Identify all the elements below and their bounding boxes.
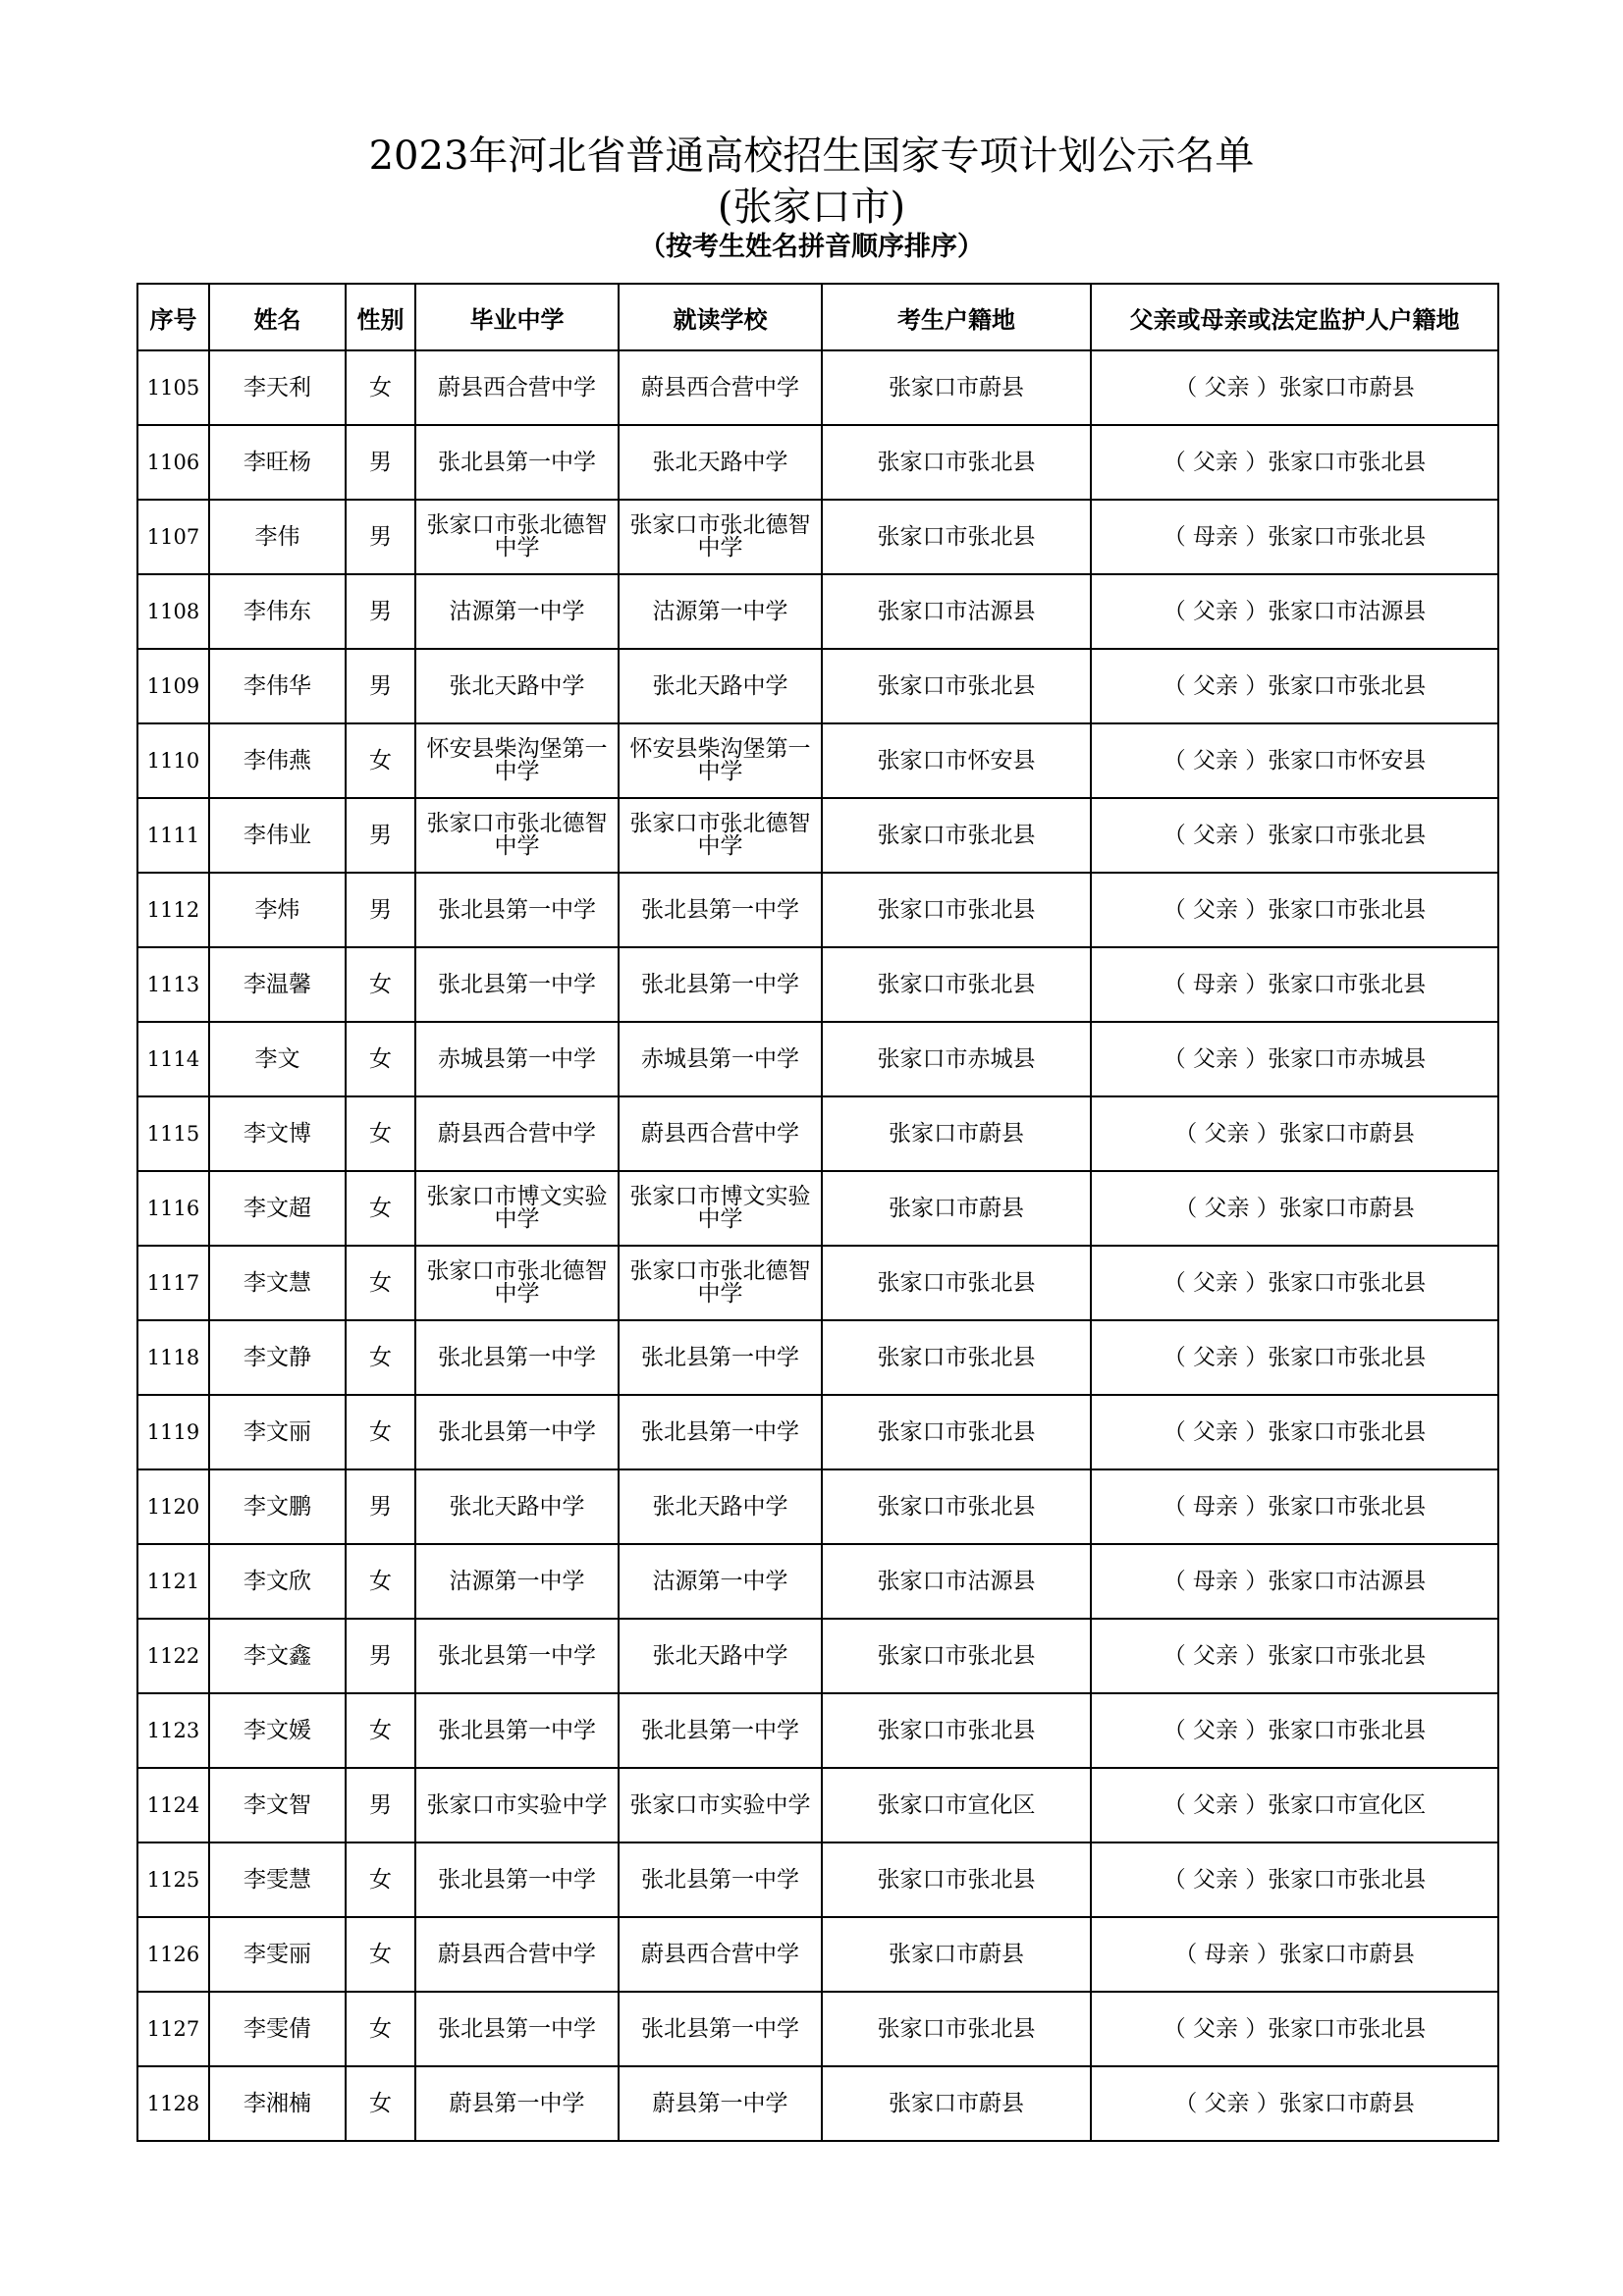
cell-index: 1111 [137, 798, 209, 873]
sort-note: （按考生姓名拼音顺序排序） [639, 232, 984, 262]
cell-guardian-registration: （ 父亲 ）张家口市蔚县 [1091, 2066, 1498, 2141]
cell-index: 1120 [137, 1469, 209, 1544]
cell-guardian-registration: （ 父亲 ）张家口市怀安县 [1091, 723, 1498, 798]
cell-index: 1128 [137, 2066, 209, 2141]
cell-current-school: 张家口市张北德智中学 [619, 1246, 822, 1320]
table-row [137, 798, 1498, 873]
header-name: 姓名 [209, 284, 346, 350]
cell-current-school: 张北天路中学 [619, 649, 822, 723]
table-row [137, 1917, 1498, 1992]
cell-gender: 女 [346, 1171, 415, 1246]
header-current-school: 就读学校 [619, 284, 822, 350]
table-row [137, 649, 1498, 723]
cell-current-school: 张北天路中学 [619, 1619, 822, 1693]
header-household-registration: 考生户籍地 [822, 284, 1091, 350]
table-row [137, 723, 1498, 798]
cell-household-registration: 张家口市蔚县 [822, 1917, 1091, 1992]
table-row [137, 2066, 1498, 2141]
cell-graduation-school: 赤城县第一中学 [415, 1022, 619, 1096]
cell-gender: 女 [346, 1246, 415, 1320]
cell-graduation-school: 张北县第一中学 [415, 947, 619, 1022]
cell-guardian-registration: （ 父亲 ）张家口市张北县 [1091, 798, 1498, 873]
cell-index: 1113 [137, 947, 209, 1022]
cell-gender: 女 [346, 1395, 415, 1469]
cell-guardian-registration: （ 母亲 ）张家口市张北县 [1091, 947, 1498, 1022]
cell-household-registration: 张家口市张北县 [822, 1992, 1091, 2066]
cell-guardian-registration: （ 父亲 ）张家口市张北县 [1091, 1619, 1498, 1693]
page-title: 2023年河北省普通高校招生国家专项计划公示名单 [368, 133, 1255, 179]
cell-current-school: 赤城县第一中学 [619, 1022, 822, 1096]
cell-name: 李雯慧 [209, 1842, 346, 1917]
cell-gender: 男 [346, 873, 415, 947]
cell-gender: 女 [346, 1842, 415, 1917]
cell-index: 1123 [137, 1693, 209, 1768]
cell-current-school: 张家口市实验中学 [619, 1768, 822, 1842]
header-index: 序号 [137, 284, 209, 350]
cell-name: 李伟业 [209, 798, 346, 873]
cell-household-registration: 张家口市蔚县 [822, 1096, 1091, 1171]
cell-guardian-registration: （ 父亲 ）张家口市蔚县 [1091, 350, 1498, 425]
table-row [137, 1096, 1498, 1171]
cell-household-registration: 张家口市张北县 [822, 425, 1091, 500]
cell-graduation-school: 沽源第一中学 [415, 574, 619, 649]
table-row [137, 1395, 1498, 1469]
page-subtitle: (张家口市) [717, 185, 906, 230]
cell-guardian-registration: （ 父亲 ）张家口市张北县 [1091, 1246, 1498, 1320]
cell-gender: 女 [346, 1693, 415, 1768]
cell-guardian-registration: （ 父亲 ）张家口市赤城县 [1091, 1022, 1498, 1096]
cell-household-registration: 张家口市蔚县 [822, 2066, 1091, 2141]
cell-gender: 男 [346, 649, 415, 723]
cell-guardian-registration: （ 父亲 ）张家口市沽源县 [1091, 574, 1498, 649]
cell-current-school: 张北县第一中学 [619, 947, 822, 1022]
cell-name: 李天利 [209, 350, 346, 425]
table-header-row [137, 284, 1498, 350]
cell-guardian-registration: （ 父亲 ）张家口市张北县 [1091, 873, 1498, 947]
cell-household-registration: 张家口市张北县 [822, 1246, 1091, 1320]
cell-index: 1127 [137, 1992, 209, 2066]
cell-household-registration: 张家口市张北县 [822, 798, 1091, 873]
cell-graduation-school: 张北县第一中学 [415, 873, 619, 947]
cell-guardian-registration: （ 父亲 ）张家口市张北县 [1091, 1395, 1498, 1469]
cell-household-registration: 张家口市张北县 [822, 1469, 1091, 1544]
cell-current-school: 张北县第一中学 [619, 1992, 822, 2066]
cell-guardian-registration: （ 父亲 ）张家口市张北县 [1091, 649, 1498, 723]
cell-gender: 男 [346, 1469, 415, 1544]
cell-index: 1122 [137, 1619, 209, 1693]
cell-name: 李雯倩 [209, 1992, 346, 2066]
cell-index: 1112 [137, 873, 209, 947]
cell-guardian-registration: （ 母亲 ）张家口市沽源县 [1091, 1544, 1498, 1619]
cell-gender: 女 [346, 1992, 415, 2066]
cell-index: 1114 [137, 1022, 209, 1096]
cell-household-registration: 张家口市沽源县 [822, 1544, 1091, 1619]
cell-current-school: 张北县第一中学 [619, 873, 822, 947]
cell-current-school: 蔚县第一中学 [619, 2066, 822, 2141]
table-row [137, 1171, 1498, 1246]
cell-guardian-registration: （ 母亲 ）张家口市张北县 [1091, 1469, 1498, 1544]
cell-index: 1118 [137, 1320, 209, 1395]
cell-name: 李文超 [209, 1171, 346, 1246]
cell-current-school: 沽源第一中学 [619, 1544, 822, 1619]
cell-current-school: 张北县第一中学 [619, 1395, 822, 1469]
cell-gender: 男 [346, 425, 415, 500]
cell-guardian-registration: （ 父亲 ）张家口市蔚县 [1091, 1096, 1498, 1171]
cell-name: 李文智 [209, 1768, 346, 1842]
cell-name: 李伟 [209, 500, 346, 574]
cell-household-registration: 张家口市宣化区 [822, 1768, 1091, 1842]
cell-name: 李文博 [209, 1096, 346, 1171]
cell-graduation-school: 张北县第一中学 [415, 1693, 619, 1768]
cell-current-school: 张北县第一中学 [619, 1320, 822, 1395]
table-row [137, 947, 1498, 1022]
table-row [137, 1992, 1498, 2066]
cell-index: 1119 [137, 1395, 209, 1469]
cell-household-registration: 张家口市张北县 [822, 1842, 1091, 1917]
cell-index: 1108 [137, 574, 209, 649]
cell-current-school: 沽源第一中学 [619, 574, 822, 649]
cell-gender: 男 [346, 574, 415, 649]
cell-gender: 女 [346, 1917, 415, 1992]
cell-name: 李文欣 [209, 1544, 346, 1619]
cell-current-school: 蔚县西合营中学 [619, 350, 822, 425]
cell-gender: 女 [346, 1320, 415, 1395]
cell-name: 李炜 [209, 873, 346, 947]
cell-current-school: 蔚县西合营中学 [619, 1917, 822, 1992]
cell-guardian-registration: （ 父亲 ）张家口市宣化区 [1091, 1768, 1498, 1842]
header-gender: 性别 [346, 284, 415, 350]
cell-gender: 女 [346, 1096, 415, 1171]
table-row [137, 1619, 1498, 1693]
cell-index: 1105 [137, 350, 209, 425]
cell-graduation-school: 蔚县西合营中学 [415, 350, 619, 425]
cell-gender: 女 [346, 947, 415, 1022]
cell-graduation-school: 沽源第一中学 [415, 1544, 619, 1619]
header-guardian-registration: 父亲或母亲或法定监护人户籍地 [1091, 284, 1498, 350]
cell-household-registration: 张家口市张北县 [822, 1693, 1091, 1768]
cell-current-school: 张北天路中学 [619, 425, 822, 500]
cell-name: 李文鑫 [209, 1619, 346, 1693]
cell-name: 李湘楠 [209, 2066, 346, 2141]
table-row [137, 1320, 1498, 1395]
cell-index: 1124 [137, 1768, 209, 1842]
cell-graduation-school: 张北天路中学 [415, 1469, 619, 1544]
cell-guardian-registration: （ 父亲 ）张家口市蔚县 [1091, 1171, 1498, 1246]
table-row [137, 350, 1498, 425]
cell-gender: 男 [346, 1768, 415, 1842]
cell-household-registration: 张家口市张北县 [822, 947, 1091, 1022]
cell-index: 1117 [137, 1246, 209, 1320]
cell-name: 李旺杨 [209, 425, 346, 500]
cell-guardian-registration: （ 父亲 ）张家口市张北县 [1091, 1842, 1498, 1917]
cell-current-school: 张北县第一中学 [619, 1842, 822, 1917]
cell-gender: 女 [346, 350, 415, 425]
table-row [137, 425, 1498, 500]
table-row [137, 1246, 1498, 1320]
cell-graduation-school: 张家口市实验中学 [415, 1768, 619, 1842]
cell-household-registration: 张家口市张北县 [822, 1619, 1091, 1693]
cell-graduation-school: 张家口市张北德智中学 [415, 798, 619, 873]
cell-household-registration: 张家口市沽源县 [822, 574, 1091, 649]
cell-index: 1110 [137, 723, 209, 798]
cell-household-registration: 张家口市赤城县 [822, 1022, 1091, 1096]
cell-graduation-school: 张北县第一中学 [415, 1320, 619, 1395]
cell-current-school: 张北天路中学 [619, 1469, 822, 1544]
cell-graduation-school: 张北县第一中学 [415, 1842, 619, 1917]
table-row [137, 574, 1498, 649]
cell-guardian-registration: （ 母亲 ）张家口市张北县 [1091, 500, 1498, 574]
cell-gender: 女 [346, 1544, 415, 1619]
cell-name: 李伟华 [209, 649, 346, 723]
cell-graduation-school: 张北县第一中学 [415, 1619, 619, 1693]
cell-name: 李文丽 [209, 1395, 346, 1469]
cell-gender: 男 [346, 798, 415, 873]
cell-household-registration: 张家口市蔚县 [822, 350, 1091, 425]
cell-name: 李文慧 [209, 1246, 346, 1320]
cell-graduation-school: 张家口市张北德智中学 [415, 1246, 619, 1320]
table-row [137, 1469, 1498, 1544]
cell-name: 李文静 [209, 1320, 346, 1395]
cell-household-registration: 张家口市张北县 [822, 1395, 1091, 1469]
cell-household-registration: 张家口市蔚县 [822, 1171, 1091, 1246]
cell-name: 李文媛 [209, 1693, 346, 1768]
cell-guardian-registration: （ 父亲 ）张家口市张北县 [1091, 1320, 1498, 1395]
cell-current-school: 张家口市张北德智中学 [619, 798, 822, 873]
cell-household-registration: 张家口市怀安县 [822, 723, 1091, 798]
cell-household-registration: 张家口市张北县 [822, 1320, 1091, 1395]
cell-name: 李雯丽 [209, 1917, 346, 1992]
cell-household-registration: 张家口市张北县 [822, 649, 1091, 723]
cell-gender: 女 [346, 1022, 415, 1096]
cell-graduation-school: 蔚县第一中学 [415, 2066, 619, 2141]
cell-current-school: 张家口市博文实验中学 [619, 1171, 822, 1246]
cell-graduation-school: 蔚县西合营中学 [415, 1096, 619, 1171]
roster-table [136, 283, 1499, 2142]
table-row [137, 500, 1498, 574]
cell-graduation-school: 蔚县西合营中学 [415, 1917, 619, 1992]
cell-gender: 男 [346, 500, 415, 574]
cell-graduation-school: 张北县第一中学 [415, 425, 619, 500]
cell-index: 1125 [137, 1842, 209, 1917]
cell-name: 李温馨 [209, 947, 346, 1022]
cell-guardian-registration: （ 父亲 ）张家口市张北县 [1091, 425, 1498, 500]
cell-graduation-school: 怀安县柴沟堡第一中学 [415, 723, 619, 798]
cell-guardian-registration: （ 母亲 ）张家口市蔚县 [1091, 1917, 1498, 1992]
cell-household-registration: 张家口市张北县 [822, 873, 1091, 947]
cell-guardian-registration: （ 父亲 ）张家口市张北县 [1091, 1992, 1498, 2066]
cell-graduation-school: 张北县第一中学 [415, 1395, 619, 1469]
header-graduation-school: 毕业中学 [415, 284, 619, 350]
cell-gender: 女 [346, 2066, 415, 2141]
cell-index: 1126 [137, 1917, 209, 1992]
cell-index: 1116 [137, 1171, 209, 1246]
cell-current-school: 怀安县柴沟堡第一中学 [619, 723, 822, 798]
table-row [137, 1544, 1498, 1619]
cell-current-school: 张家口市张北德智中学 [619, 500, 822, 574]
cell-household-registration: 张家口市张北县 [822, 500, 1091, 574]
cell-graduation-school: 张家口市张北德智中学 [415, 500, 619, 574]
cell-index: 1107 [137, 500, 209, 574]
cell-guardian-registration: （ 父亲 ）张家口市张北县 [1091, 1693, 1498, 1768]
cell-index: 1121 [137, 1544, 209, 1619]
cell-name: 李文鹏 [209, 1469, 346, 1544]
cell-gender: 男 [346, 1619, 415, 1693]
cell-name: 李伟东 [209, 574, 346, 649]
table-row [137, 1022, 1498, 1096]
table-row [137, 1693, 1498, 1768]
cell-gender: 女 [346, 723, 415, 798]
cell-name: 李伟燕 [209, 723, 346, 798]
cell-graduation-school: 张北县第一中学 [415, 1992, 619, 2066]
table-row [137, 1768, 1498, 1842]
cell-index: 1115 [137, 1096, 209, 1171]
cell-current-school: 张北县第一中学 [619, 1693, 822, 1768]
cell-index: 1109 [137, 649, 209, 723]
cell-graduation-school: 张北天路中学 [415, 649, 619, 723]
cell-name: 李文 [209, 1022, 346, 1096]
table-row [137, 873, 1498, 947]
table-row [137, 1842, 1498, 1917]
cell-index: 1106 [137, 425, 209, 500]
cell-current-school: 蔚县西合营中学 [619, 1096, 822, 1171]
cell-graduation-school: 张家口市博文实验中学 [415, 1171, 619, 1246]
